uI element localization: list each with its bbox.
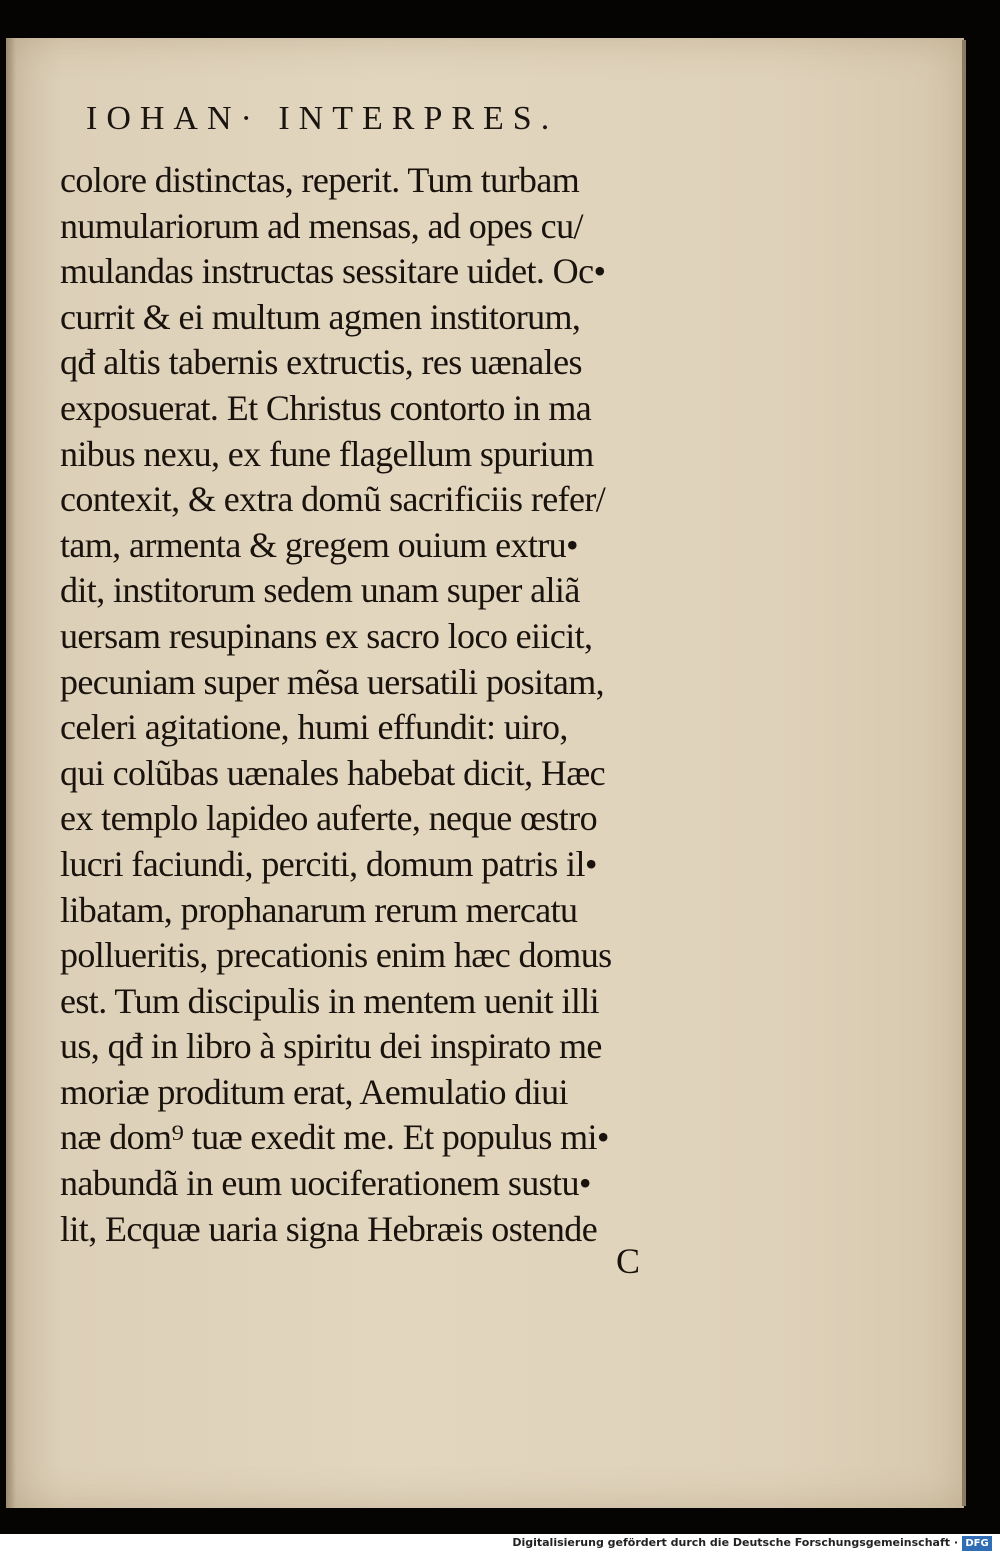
text-line: dit, institorum sedem unam super aliã	[60, 570, 580, 611]
text-line: lucri faciundi, perciti, domum patris il•	[60, 843, 597, 884]
text-line: pecuniam super mẽsa uersatili positam,	[60, 661, 605, 702]
text-line: libatam, prophanarum rerum mercatu	[60, 889, 578, 930]
funding-credit: Digitalisierung gefördert durch die Deutsche Forschungsgemeinschaft ·	[512, 1536, 958, 1549]
text-line: pollueritis, precationis enim hæc domus	[60, 935, 612, 976]
text-line: tam, armenta & gregem ouium extru•	[60, 524, 579, 565]
text-line: ex templo lapideo auferte, neque œstro	[60, 798, 597, 839]
text-line: celeri agitatione, humi effundit: uiro,	[60, 707, 568, 748]
dfg-logo: DFG	[962, 1536, 992, 1551]
text-line: currit & ei multum agmen institorum,	[60, 296, 581, 337]
text-line: nibus nexu, ex fune flagellum spurium	[60, 433, 594, 474]
signature-mark: C	[616, 1241, 641, 1281]
text-line: nabundã in eum uociferationem sustu•	[60, 1163, 591, 1204]
text-line: mulandas instructas sessitare uidet. Oc•	[60, 251, 606, 292]
text-line: numulariorum ad mensas, ad opes cu/	[60, 205, 583, 246]
text-line: moriæ proditum erat, Aemulatio diui	[60, 1071, 568, 1112]
text-line: us, qđ in libro à spiritu dei inspirato me	[60, 1026, 602, 1067]
page-edge	[962, 40, 966, 1506]
text-line: exposuerat. Et Christus contorto in ma	[60, 387, 592, 428]
text-line: est. Tum discipulis in mentem uenit illi	[60, 980, 600, 1021]
text-line: lit, Ecquæ uaria signa Hebræis ostende	[60, 1208, 598, 1249]
text-line: contexit, & extra domũ sacrificiis refer/	[60, 479, 606, 520]
page-gutter-shadow	[6, 38, 16, 1508]
text-line: qđ altis tabernis extructis, res uænales	[60, 342, 582, 383]
text-line: næ dom⁹ tuæ exedit me. Et populus mi•	[60, 1117, 609, 1158]
text-line: uersam resupinans ex sacro loco eiicit,	[60, 615, 593, 656]
text-line: colore distinctas, reperit. Tum turbam	[60, 160, 580, 200]
text-block	[60, 158, 700, 1252]
running-head: IOHAN· INTERPRES.	[86, 100, 559, 137]
text-line: qui colũbas uænales habebat dicit, Hæc	[60, 752, 606, 793]
